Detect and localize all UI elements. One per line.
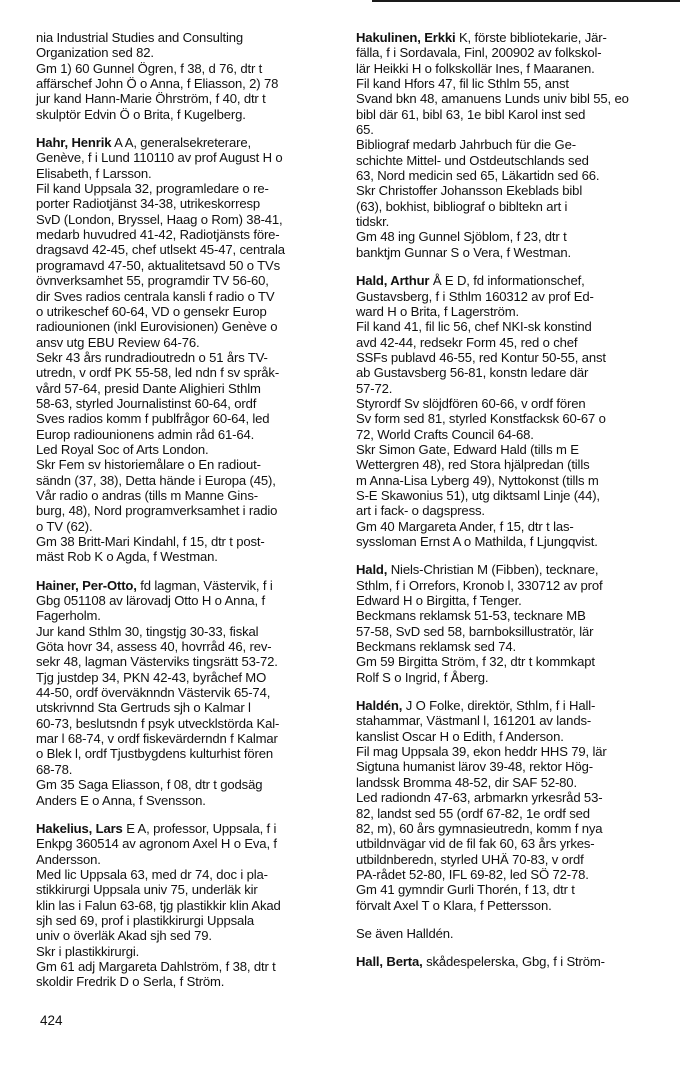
top-rule: [372, 0, 680, 2]
entry-line: 82, landst sed 55 (ordf 67-82, 1e ordf sed: [356, 805, 590, 821]
biography-entry: [36, 578, 348, 808]
entry-line: [356, 562, 656, 577]
entry-line: [36, 578, 348, 593]
entry-line: sekr 48, lagman Västerviks tingsrätt 53-72.: [36, 654, 278, 670]
entry-line: Gm 59 Birgitta Ström, f 32, dtr t kommkapt: [356, 654, 595, 670]
entry-line: [356, 273, 656, 288]
entry-line: medarb huvudred 41-42, Radiotjänsts före-: [36, 227, 280, 243]
entry-line: tidskr.: [356, 214, 390, 230]
entry-line: Beckmans reklamsk sed 74.: [356, 639, 516, 655]
entry-line: Jur kand Sthlm 30, tingstjg 30-33, fiskal: [36, 623, 259, 639]
entry-line: Andersson.: [36, 851, 101, 867]
entry-line: Rolf S o Ingrid, f Åberg.: [356, 669, 489, 685]
entry-line: Skr Christoffer Johansson Ekeblads bibl: [356, 183, 583, 199]
entry-name: Hahr, Henrik: [36, 135, 112, 151]
entry-line: bibl där 61, bibl 63, 1e bibl Karol inst sed: [356, 106, 586, 122]
entry-line: m Anna-Lisa Lyberg 49), Nyttokonst (tills m: [356, 472, 599, 488]
entry-line: dir Sves radios centrala kansli f radio o TV: [36, 288, 275, 304]
entry-line: Gm 1) 60 Gunnel Ögren, f 38, d 76, dtr t: [36, 60, 263, 76]
entry-line: utbildnvägar vid de fil fak 60, 63 års yrkes-: [356, 836, 595, 852]
entry-line: nia Industrial Studies and Consulting: [36, 30, 243, 45]
entry-text: J O Folke, direktör, Sthlm, f i Hall-: [402, 698, 596, 714]
left-column: [36, 30, 348, 1003]
entry-line: 57-58, SvD sed 58, barnboksillustratör, lär: [356, 623, 594, 639]
entry-line: Europ radiounionens admin råd 61-64.: [36, 426, 255, 442]
entry-line: Organization sed 82.: [36, 45, 154, 61]
entry-line: Led radiondn 47-63, arbmarkn yrkesråd 53-: [356, 790, 603, 806]
entry-text: skådespelerska, Gbg, f i Ström-: [422, 954, 605, 970]
entry-line: 60-73, beslutsndn f psyk utvecklstörda Kal-: [36, 715, 280, 731]
entry-text: K, förste bibliotekarie, Jär-: [455, 30, 607, 45]
entry-line: SvD (London, Bryssel, Haag o Rom) 38-41,: [36, 211, 283, 227]
entry-line: 44-50, ordf överväknndn Västervik 65-74,: [36, 685, 271, 701]
entry-line: Gbg 051108 av lärovadj Otto H o Anna, f: [36, 593, 266, 609]
entry-line: Fagerholm.: [36, 608, 101, 624]
entry-line: SSFs publavd 46-55, red Kontur 50-55, anst: [356, 349, 606, 365]
entry-line: Bibliograf medarb Jahrbuch für die Ge-: [356, 137, 576, 153]
entry-line: Styrordf Sv slöjdfören 60-66, v ordf fören: [356, 395, 586, 411]
entry-line: utbildnberedn, styrled UHÄ 70-83, v ordf: [356, 851, 584, 867]
entry-line: PA-rådet 52-80, IFL 69-82, led SÖ 72-78.: [356, 866, 589, 882]
entry-line: burg, 48), Nord programverksamhet i radio: [36, 503, 278, 519]
entry-line: Fil mag Uppsala 39, ekon heddr HHS 79, lär: [356, 744, 607, 760]
entry-line: Genève, f i Lund 110110 av prof August H o: [36, 150, 283, 166]
entry-line: Enkpg 360514 av agronom Axel H o Eva, f: [36, 836, 277, 852]
entry-line: Anders E o Anna, f Svensson.: [36, 792, 206, 808]
entry-line: utskrivnnd Sta Gertruds sjh o Kalmar l: [36, 700, 251, 716]
entry-line: o Blek l, ordf Tjustbygdens kulturhist fören: [36, 746, 273, 762]
entry-line: ab Gustavsberg 56-81, konstn ledare där: [356, 365, 589, 381]
entry-line: ansv utg EBU Review 64-76.: [36, 334, 200, 350]
entry-line: Skr i plastikkirurgi.: [36, 943, 140, 959]
entry-line: 82, m), 60 års gymnasieutredn, komm f nya: [356, 820, 603, 836]
entry-line: Gm 35 Saga Eliasson, f 08, dtr t godsäg: [36, 777, 263, 793]
entry-line: Tjg justdep 34, PKN 42-43, byråchef MO: [36, 669, 267, 685]
entry-text: fd lagman, Västervik, f i: [136, 577, 273, 593]
entry-line: stikkirurgi Uppsala univ 75, underläk kir: [36, 882, 258, 898]
entry-line: Skr Fem sv historiemålare o En radiout-: [36, 457, 261, 473]
entry-line: Med lic Uppsala 63, med dr 74, doc i pla-: [36, 866, 268, 882]
biography-entry: [356, 30, 656, 260]
entry-line: programavd 47-50, aktualitetsavd 50 o TVs: [36, 257, 280, 273]
entry-name: Hald,: [356, 562, 388, 578]
entry-text: E A, professor, Uppsala, f i: [122, 820, 277, 836]
entry-line: Fil kand Uppsala 32, programledare o re-: [36, 181, 269, 197]
entry-line: lär Heikki H o folkskollär Ines, f Maaranen.: [356, 60, 595, 76]
entry-name: Hall, Berta,: [356, 954, 423, 970]
entry-text: Å E D, fd informationschef,: [429, 273, 585, 289]
entry-line: Gm 41 gymndir Gurli Thorén, f 13, dtr t: [356, 882, 575, 898]
entry-line: avd 42-44, redsekr Form 45, red o chef: [356, 334, 578, 350]
biography-entry: [36, 135, 348, 565]
entry-name: Hakulinen, Erkki: [356, 30, 456, 45]
entry-line: Sthlm, f i Orrefors, Kronob l, 330712 av prof: [356, 577, 603, 593]
entry-line: Gustavsberg, f i Sthlm 160312 av prof Ed-: [356, 288, 594, 304]
entry-line: syssloman Ernst A o Mathilda, f Ljungqvist.: [356, 534, 598, 549]
entry-line: Skr Simon Gate, Edward Hald (tills m E: [356, 441, 579, 457]
entry-line: Gm 48 ing Gunnel Sjöblom, f 23, dtr t: [356, 229, 567, 245]
entry-line: Gm 61 adj Margareta Dahlström, f 38, dtr t: [36, 958, 276, 974]
entry-line: 72, World Crafts Council 64-68.: [356, 426, 534, 442]
biography-entry: [356, 954, 656, 969]
entry-line: vård 57-64, presid Dante Alighieri Sthlm: [36, 380, 261, 396]
biography-entry: [36, 30, 348, 122]
entry-line: radiounionen (inkl Eurovisionen) Genève o: [36, 319, 278, 335]
entry-name: Hakelius, Lars: [36, 820, 123, 836]
entry-line: affärschef John Ö o Anna, f Eliasson, 2) 78: [36, 76, 279, 92]
entry-line: Gm 40 Margareta Ander, f 15, dtr t las-: [356, 518, 574, 534]
right-column: [356, 30, 656, 983]
entry-line: Svand bkn 48, amanuens Lunds univ bibl 55, eo: [356, 91, 629, 107]
entry-line: Edward H o Birgitta, f Tenger.: [356, 593, 522, 609]
entry-line: Elisabeth, f Larsson.: [36, 165, 152, 181]
entry-line: sändn (37, 38), Detta hände i Europa (45),: [36, 472, 276, 488]
entry-line: Wettergren 48), red Stora hjälpredan (tills: [356, 457, 590, 473]
entry-line: [356, 698, 656, 713]
entry-line: Sigtuna humanist lärov 39-48, rektor Hög-: [356, 759, 593, 775]
entry-line: 58-63, styrled Journalistinst 60-64, ordf: [36, 395, 257, 411]
entry-line: [36, 135, 348, 150]
entry-line: Gm 38 Britt-Mari Kindahl, f 15, dtr t post-: [36, 534, 265, 549]
entry-line: (63), bokhist, bibliograf o bibltekn art i: [356, 198, 568, 214]
entry-name: Haldén,: [356, 698, 403, 714]
entry-line: Sves radios komm f publfrågor 60-64, led: [36, 411, 270, 427]
entry-line: univ o överläk Akad sjh sed 79.: [36, 928, 212, 944]
entry-line: 65.: [356, 122, 374, 138]
entry-line: skoldir Fredrik D o Serla, f Ström.: [36, 974, 225, 990]
entry-line: landssk Bromma 48-52, dir SAF 52-80.: [356, 774, 577, 790]
entry-line: Beckmans reklamsk 51-53, tecknare MB: [356, 608, 586, 624]
entry-line: Sv form sed 81, styrled Konstfacksk 60-67 o: [356, 411, 606, 427]
entry-line: porter Radiotjänst 34-38, utrikeskorresp: [36, 196, 260, 212]
entry-line: schichte Mittel- und Ostdeutschlands sed: [356, 152, 589, 168]
entry-line: [36, 821, 348, 836]
entry-line: ward H o Brita, f Lagerström.: [356, 303, 520, 319]
entry-line: kanslist Oscar H o Edith, f Anderson.: [356, 728, 564, 744]
entry-line: o TV (62).: [36, 518, 93, 534]
biography-entry: [356, 698, 656, 913]
entry-text: A A, generalsekreterare,: [111, 135, 251, 151]
entry-line: Fil kand 41, fil lic 56, chef NKI-sk konstind: [356, 319, 592, 335]
biography-entry: [356, 562, 656, 685]
entry-line: utredn, v ordf PK 55-58, led ndn f sv språk-: [36, 365, 280, 381]
entry-line: mar l 68-74, v ordf fiskevärderndn f Kalmar: [36, 731, 278, 747]
entry-line: Sekr 43 års rundradioutredn o 51 års TV-: [36, 349, 268, 365]
entry-line: sjh sed 69, prof i plastikkirurgi Uppsala: [36, 912, 255, 928]
entry-line: skulptör Edvin Ö o Brita, f Kugelberg.: [36, 106, 246, 122]
entry-line: mäst Rob K o Agda, f Westman.: [36, 549, 218, 565]
entry-line: dragsavd 42-45, chef utlsekt 45-47, centrala: [36, 242, 285, 258]
biography-entry: [36, 821, 348, 990]
entry-line: o utrikeschef 60-64, VD o gensekr Europ: [36, 303, 267, 319]
entry-line: Se även Halldén.: [356, 925, 454, 941]
entry-line: art i fack- o dagspress.: [356, 503, 485, 519]
page-number: 424: [40, 1013, 63, 1028]
entry-line: fälla, f i Sordavala, Finl, 200902 av folkskol-: [356, 45, 602, 61]
entry-line: Vår radio o andras (tills m Manne Gins-: [36, 487, 258, 503]
entry-text: Niels-Christian M (Fibben), tecknare,: [387, 562, 599, 578]
entry-line: förvalt Axel T o Klara, f Pettersson.: [356, 897, 552, 913]
entry-line: övnverksamhet 55, programdir TV 56-60,: [36, 273, 269, 289]
entry-line: 57-72.: [356, 380, 393, 396]
entry-line: jur kand Hann-Marie Öhrström, f 40, dtr t: [36, 91, 266, 107]
entry-line: 68-78.: [36, 761, 73, 777]
biography-entry: [356, 926, 656, 941]
biography-entry: [356, 273, 656, 549]
entry-line: S-E Skawonius 51), utg diktsaml Linje (44),: [356, 487, 600, 503]
entry-line: [356, 30, 656, 45]
entry-line: banktjm Gunnar S o Vera, f Westman.: [356, 244, 572, 260]
entry-line: stahammar, Västmanl l, 161201 av lands-: [356, 713, 592, 729]
entry-line: Göta hovr 34, assess 40, hovrråd 46, rev-: [36, 639, 272, 655]
entry-line: Led Royal Soc of Arts London.: [36, 441, 209, 457]
entry-line: klin las i Falun 63-68, tjg plastikkir klin Akad: [36, 897, 281, 913]
entry-line: Fil kand Hfors 47, fil lic Sthlm 55, anst: [356, 76, 569, 92]
entry-name: Hald, Arthur: [356, 273, 430, 289]
entry-name: Hainer, Per-Otto,: [36, 577, 137, 593]
entry-line: 63, Nord medicin sed 65, Läkartidn sed 66.: [356, 168, 600, 184]
entry-line: [356, 954, 656, 969]
